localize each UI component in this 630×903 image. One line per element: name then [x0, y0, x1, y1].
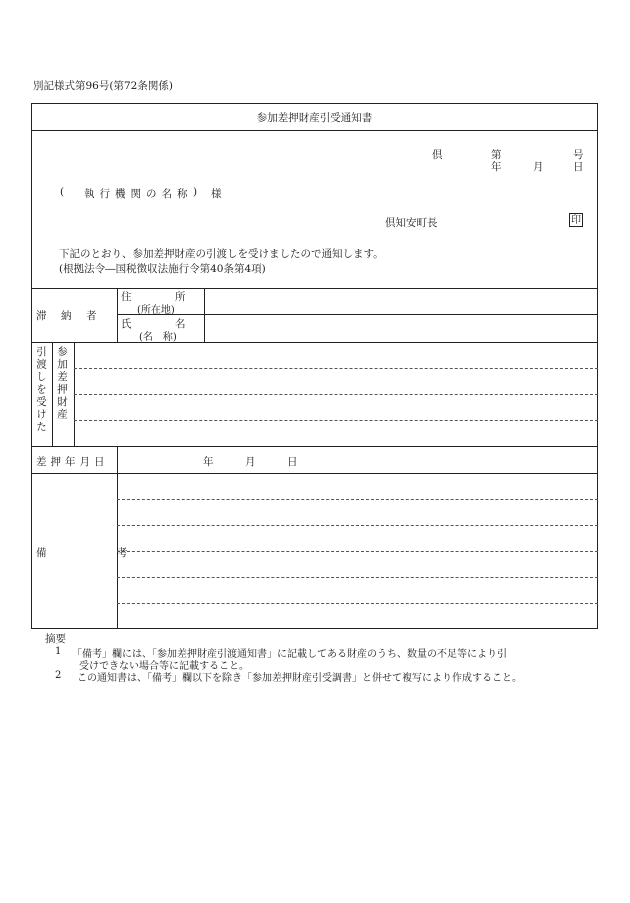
date-month: 月: [533, 161, 544, 173]
rule-title: [31, 130, 598, 131]
date-year: 年: [491, 161, 502, 173]
note-text-continued: 受けできない場合等に記載すること。: [79, 661, 249, 672]
addressee-honorific: 様: [211, 188, 222, 200]
seizure-year: 年: [203, 456, 214, 468]
property-line: [74, 394, 598, 395]
rule-taxpayer-mid: [117, 314, 598, 315]
note-number: 1: [55, 646, 62, 657]
legal-basis: (根拠法令―国税徴収法施行令第40条第4項): [59, 263, 266, 275]
doc-number-prefix: 倶: [432, 149, 443, 161]
remarks-line: [117, 525, 598, 526]
doc-number-dai: 第: [491, 149, 502, 161]
remarks-line: [117, 499, 598, 500]
rule-taxpayer-bottom: [31, 342, 598, 343]
form-reference: 別記様式第96号(第72条関係): [33, 80, 173, 92]
vrule-taxpayer-label: [117, 288, 118, 342]
note-number: 2: [55, 670, 62, 681]
address-label: 住 所: [121, 291, 189, 303]
name-sublabel: (名 称): [139, 332, 177, 343]
seal-mark: 印: [571, 215, 581, 226]
vrule-taxpayer-field: [204, 288, 205, 342]
seizure-day: 日: [287, 456, 298, 468]
addressee-open-paren: (: [60, 186, 65, 198]
remarks-label: 備 考: [36, 547, 131, 559]
name-label: 氏 名: [121, 318, 189, 330]
address-sublabel: (所在地): [137, 305, 175, 316]
property-line: [74, 420, 598, 421]
seizure-date-label: 差押年月日: [36, 456, 109, 468]
note-text: この通知書は、「備考」欄以下を除き「参加差押財産引受調書」と併せて複写により作成すること。: [77, 673, 522, 684]
remarks-line: [117, 551, 598, 552]
notes-heading: 摘要: [45, 633, 66, 645]
sender-name: 倶知安町長: [385, 217, 438, 229]
property-line: [74, 368, 598, 369]
remarks-line: [117, 577, 598, 578]
taxpayer-label: 滞 納 者: [36, 310, 99, 322]
attached-property-label: 参加差押財産: [56, 346, 68, 421]
addressee-name: 執行機関の名称: [84, 188, 193, 200]
date-day: 日: [573, 161, 584, 173]
seizure-month: 月: [245, 456, 256, 468]
statement-line: 下記のとおり、参加差押財産の引渡しを受けましたので通知します。: [59, 248, 384, 260]
note-text: 「備考」欄には、「参加差押財産引渡通知書」に記載してある財産のうち、数量の不足等により引: [72, 649, 507, 660]
addressee-close-paren: ): [193, 186, 198, 198]
vrule-seizure-label: [117, 446, 118, 629]
received-property-label: 引渡しを受けた: [35, 346, 47, 434]
form-title: 参加差押財産引受通知書: [256, 112, 373, 124]
vrule-property-inner: [52, 342, 53, 446]
doc-number-go: 号: [573, 149, 584, 161]
remarks-line: [117, 603, 598, 604]
